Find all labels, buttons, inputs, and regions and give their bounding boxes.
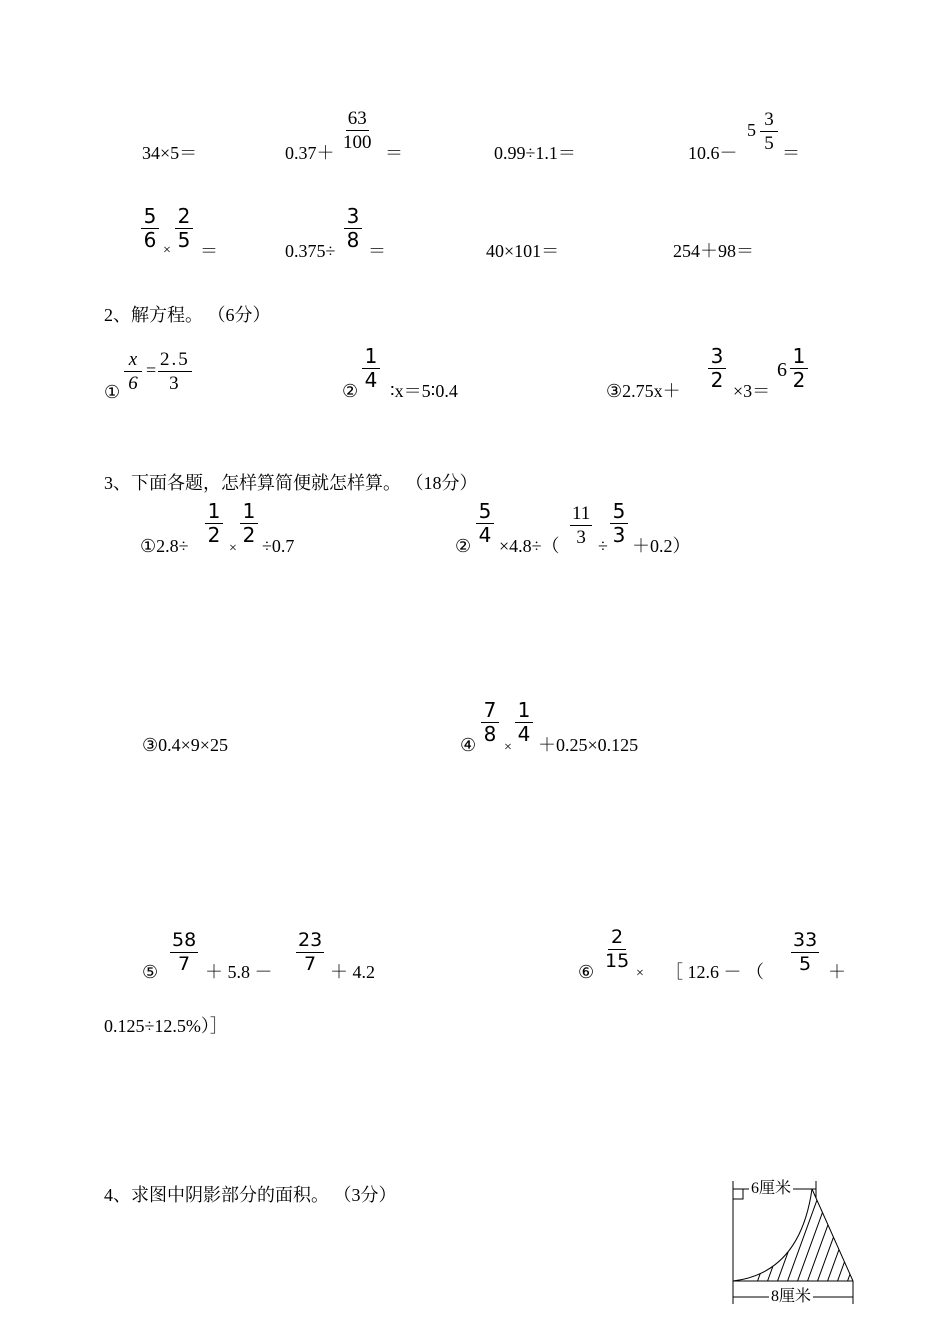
- top-dimension-label: 6厘米: [751, 1180, 792, 1197]
- problem-1b: 0.37＋: [285, 143, 335, 163]
- problem-1g: 40×101＝: [486, 241, 560, 261]
- denominator: 15: [605, 950, 630, 972]
- calc-4-rest: ＋0.25×0.125: [538, 735, 639, 755]
- denominator: 4: [517, 722, 531, 746]
- times: ×: [636, 966, 644, 981]
- fraction: [481, 699, 499, 746]
- numerator: 1: [790, 345, 808, 369]
- denominator: 3: [612, 523, 626, 547]
- fraction: [605, 926, 629, 973]
- calc-2-part: ×4.8÷（: [499, 536, 560, 556]
- numerator: 2: [608, 926, 626, 950]
- calc-6-continued: 0.125÷12.5%）］: [104, 1016, 228, 1036]
- times-three: ×3＝: [733, 381, 771, 401]
- denominator: 4: [364, 368, 378, 392]
- fraction: [344, 205, 362, 252]
- times: ×: [504, 740, 512, 755]
- numerator: 3: [708, 345, 726, 369]
- denominator: 2: [792, 368, 806, 392]
- equals: ＝: [368, 241, 386, 261]
- equation-3: ③2.75x＋: [606, 381, 681, 401]
- fraction: [170, 929, 198, 976]
- denominator: 7: [178, 953, 191, 975]
- numerator: 58: [172, 929, 197, 951]
- fraction: [760, 108, 778, 155]
- fraction: [343, 107, 372, 154]
- numerator: x: [124, 348, 142, 372]
- section-2-title: 2、解方程。 （6分）: [104, 305, 271, 325]
- fraction: [790, 345, 808, 392]
- fraction: [175, 205, 193, 252]
- section-3-title: 3、下面各题，怎样算简便就怎样算。 （18分）: [104, 473, 478, 493]
- fraction: [141, 205, 159, 252]
- circled-number: ⑤: [142, 962, 159, 982]
- circled-number: ②: [342, 381, 359, 401]
- fraction: [205, 500, 223, 547]
- shaded-area-figure: [725, 1178, 865, 1318]
- equals: ＝: [782, 143, 800, 163]
- problem-1c: 0.99÷1.1＝: [494, 143, 576, 163]
- section-4-title: 4、求图中阴影部分的面积。 （3分）: [104, 1185, 397, 1205]
- denominator: 4: [478, 523, 492, 547]
- fraction: [240, 500, 258, 547]
- numerator: 5: [476, 500, 494, 524]
- denominator: 8: [346, 228, 360, 252]
- denominator: 100: [343, 132, 372, 153]
- denominator: 8: [483, 722, 497, 746]
- numerator: 11: [572, 503, 591, 524]
- problem-1d: 10.6－: [688, 143, 738, 163]
- whole-number: 6: [777, 359, 787, 381]
- fraction: [570, 502, 592, 549]
- numerator: 33: [793, 929, 818, 951]
- circled-number: ④: [460, 735, 477, 755]
- divide: ÷: [598, 536, 608, 556]
- calc-5-rest: ＋ 4.2: [330, 962, 375, 982]
- calc-6-part: ［ 12.6 － （: [665, 962, 764, 982]
- numerator: 7: [481, 699, 499, 723]
- denominator: 7: [304, 953, 317, 975]
- bottom-dimension-label: 8厘米: [771, 1288, 812, 1305]
- calc-5-part: ＋ 5.8 －: [205, 962, 273, 982]
- numerator: 2: [175, 205, 193, 229]
- whole-number: 5: [747, 120, 756, 140]
- calc-2-rest: ＋0.2）: [632, 536, 691, 556]
- circled-number: ①: [104, 382, 121, 402]
- fraction: [296, 929, 324, 976]
- equation-2: ∶x＝5∶0.4: [390, 381, 458, 401]
- denominator: 5: [764, 133, 774, 154]
- problem-1h: 254＋98＝: [673, 241, 754, 261]
- denominator: 3: [169, 373, 181, 394]
- fraction: [476, 500, 494, 547]
- fraction: [362, 345, 380, 392]
- denominator: 6: [128, 373, 138, 394]
- circled-number: ⑥: [578, 962, 595, 982]
- numerator: 1: [515, 699, 533, 723]
- denominator: 2: [242, 523, 256, 547]
- numerator: 5: [610, 500, 628, 524]
- denominator: 3: [576, 527, 586, 548]
- numerator: 1: [240, 500, 258, 524]
- numerator: 63: [347, 108, 367, 129]
- problem-1f: 0.375÷: [285, 241, 336, 261]
- circled-number: ②: [455, 536, 472, 556]
- equals: ＝: [385, 143, 403, 163]
- denominator: 6: [143, 228, 157, 252]
- times: ×: [163, 243, 171, 258]
- calc-3: ③0.4×9×25: [142, 735, 228, 755]
- fraction: [708, 345, 726, 392]
- fraction: [124, 348, 142, 395]
- numerator: 5: [141, 205, 159, 229]
- fraction: [791, 929, 819, 976]
- denominator: 2: [710, 368, 724, 392]
- fraction: [515, 699, 533, 746]
- fraction: [610, 500, 628, 547]
- denominator: 5: [799, 953, 812, 975]
- numerator: 3: [344, 205, 362, 229]
- fraction: [158, 348, 192, 395]
- numerator: 1: [362, 345, 380, 369]
- calc-1-rest: ÷0.7: [262, 536, 295, 556]
- numerator: 23: [298, 929, 323, 951]
- calc-1: ①2.8÷: [140, 536, 189, 556]
- equals: =: [146, 360, 157, 380]
- denominator: 5: [177, 228, 191, 252]
- equals: ＝: [200, 241, 218, 261]
- problem-1a: 34×5＝: [142, 143, 198, 163]
- numerator: 1: [205, 500, 223, 524]
- numerator: 2.5: [160, 349, 190, 370]
- numerator: 3: [760, 108, 778, 132]
- denominator: 2: [207, 523, 221, 547]
- plus: ＋: [828, 962, 846, 982]
- times: ×: [229, 541, 237, 556]
